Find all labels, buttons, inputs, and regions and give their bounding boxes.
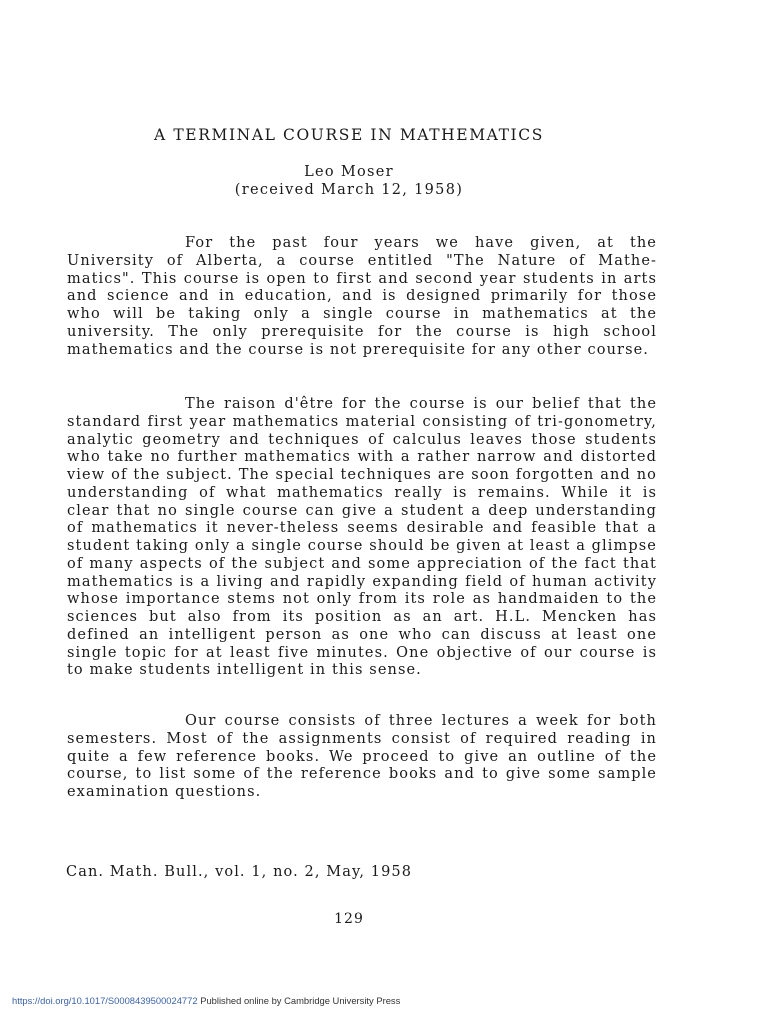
body-paragraph-3: Our course consists of three lectures a week for both semesters. Most of the assignments consist of required reading in quite a few reference books. We proceed to give an outline of the course, to list some of the reference books and to give some sample examination questions. [67,713,657,800]
article-title: A TERMINAL COURSE IN MATHEMATICS [154,126,544,144]
received-date: (received March 12, 1958) [234,182,464,198]
journal-citation: Can. Math. Bull., vol. 1, no. 2, May, 1958 [66,864,413,880]
page-number: 129 [334,911,364,927]
footer [12,995,400,1006]
publisher-note: Published online by Cambridge University Press [200,995,401,1006]
body-paragraph-2: The raison d'être for the course is our belief that the standard first year mathematics material consisting of tri-gonometry, analytic geometry and techniques of calculus leaves those students who take no further mathematics with a rather narrow and distorted view of the subject. The special techniques are soon forgotten and no understanding of what mathematics really is remains. While it is clear that no single course can give a student a deep understanding of mathematics it never-theless seems desirable and feasible that a student taking only a single course should be given at least a glimpse of many aspects of the subject and some appreciation of the fact that mathematics is a living and rapidly expanding field of human activity whose importance stems not only from its role as handmaiden to the sciences but also from its position as an art. H.L. Mencken has defined an intelligent person as one who can discuss at least one single topic for at least five minutes. One objective of our course is to make students intelligent in this sense. [67,396,657,679]
body-paragraph-1: For the past four years we have given, at the University of Alberta, a course entitled "The Nature of Mathe-matics". This course is open to first and second year students in arts and science and in education, and is designed primarily for those who will be taking only a single course in mathematics at the university. The only prerequisite for the course is high school mathematics and the course is not prerequisite for any other course. [67,235,657,358]
author-name: Leo Moser [304,164,394,180]
doi-link[interactable]: https://doi.org/10.1017/S0008439500024772 [12,995,198,1006]
